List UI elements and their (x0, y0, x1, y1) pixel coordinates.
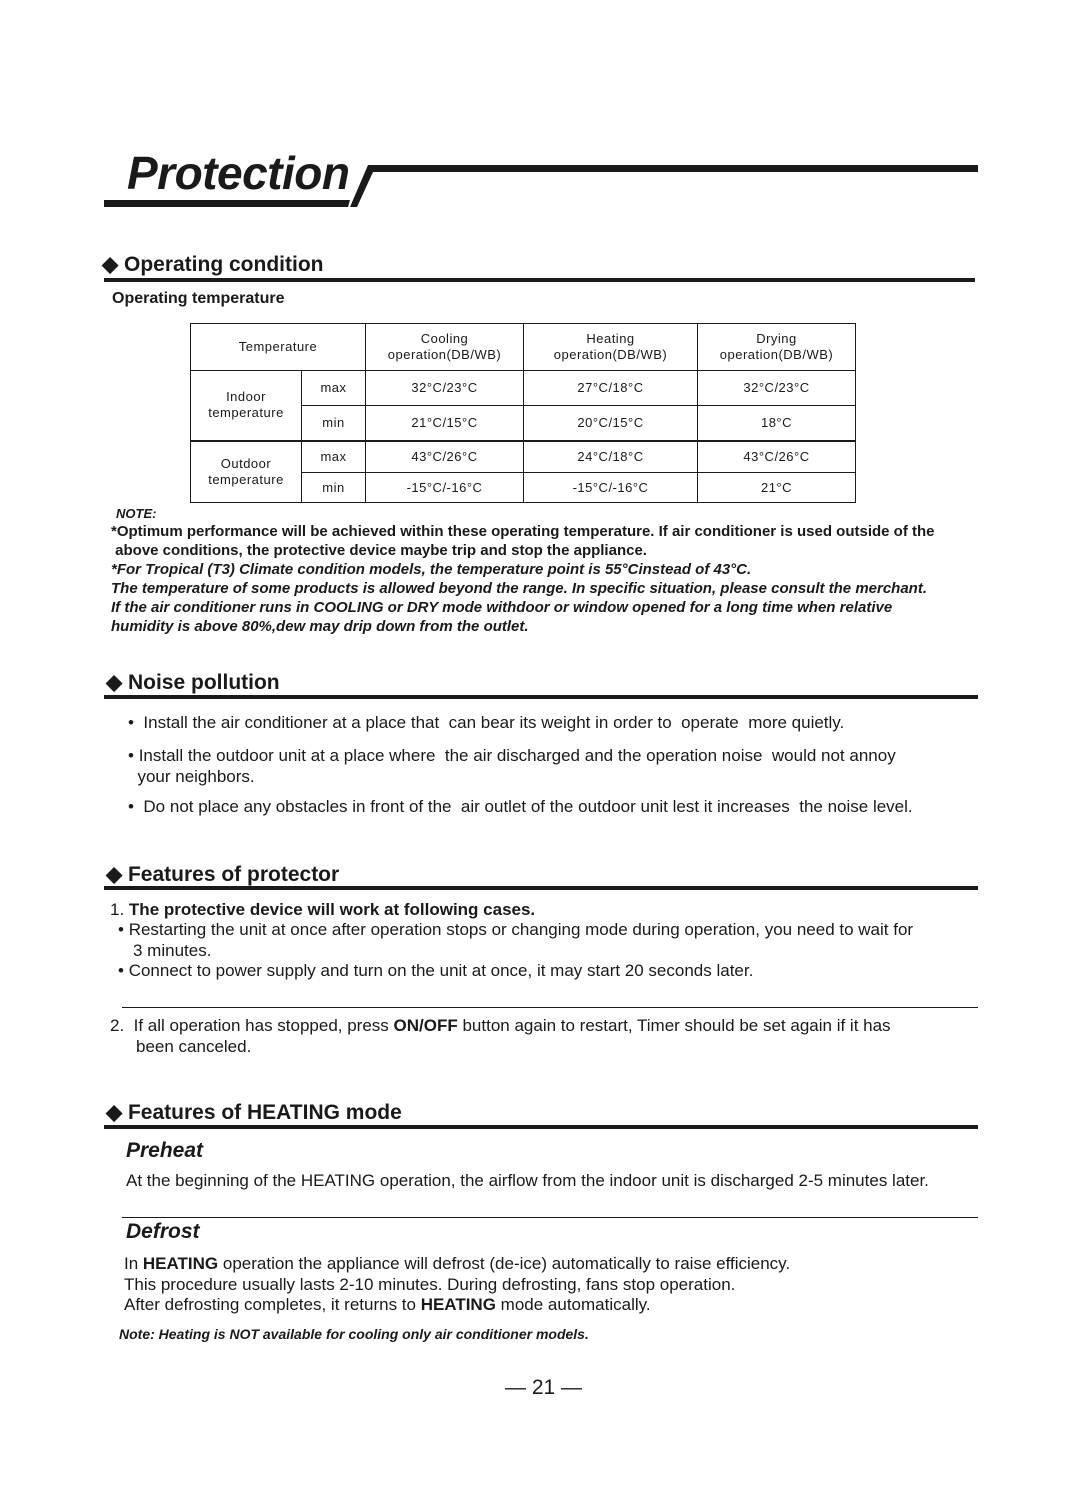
page-title: Protection (127, 147, 350, 199)
table-row (191, 371, 856, 406)
divider (104, 1125, 978, 1129)
cell: 18°C (698, 406, 856, 441)
cell: -15°C/-16°C (524, 473, 698, 503)
heating-note: Note: Heating is NOT available for cooling only air conditioner models. (119, 1326, 589, 1342)
section-heading-protector: ◆ Features of protector (106, 863, 340, 886)
preheat-text: At the beginning of the HEATING operation, the airflow from the indoor unit is discharged 2-5 minutes later. (126, 1171, 929, 1190)
header-temperature: Temperature (191, 324, 366, 371)
cell: 43°C/26°C (698, 441, 856, 473)
list-item: • Do not place any obstacles in front of the air outlet of the outdoor unit lest it increases the noise level. (128, 797, 913, 816)
cell: -15°C/-16°C (366, 473, 524, 503)
note-text: *Optimum performance will be achieved within these operating temperature. If air conditioner is used outside of the above conditions, the protective device maybe trip and stop the appliance. *For Tropical (T3) Climate condition models, the temperature point is 55°Cinstead of 43°C. The temperature of some products is allowed beyond the range. In specific situation, please consult the merchant. If the air conditioner runs in COOLING or DRY mode withdoor or window opened for a long time when relative humidity is above 80%,dew may drip down from the outlet. (111, 523, 935, 635)
protector-item-1: 1. The protective device will work at following cases. (110, 900, 536, 919)
cell: 32°C/23°C (698, 371, 856, 406)
cell: 20°C/15°C (524, 406, 698, 441)
preheat-title: Preheat (126, 1139, 204, 1162)
header-cooling: Cooling operation(DB/WB) (366, 324, 524, 371)
heading-text: Operating condition (123, 253, 324, 276)
section-heading-noise: ◆ Noise pollution (106, 671, 280, 694)
divider (122, 1217, 978, 1218)
row-group-label: Indoor temperature (191, 371, 302, 441)
defrost-text: In HEATING operation the appliance will defrost (de-ice) automatically to raise efficiency. This procedure usually lasts 2-10 minutes. During defrosting, fans stop operation. After defrosting completes, it returns to HEATING mode automatically. (124, 1254, 791, 1314)
page-number: — 21 — (505, 1376, 583, 1399)
cell: 21°C (698, 473, 856, 503)
divider (122, 1007, 978, 1008)
divider (104, 886, 978, 890)
section-heading-heating: ◆ Features of HEATING mode (106, 1101, 402, 1124)
cell: 43°C/26°C (366, 441, 524, 473)
list-item: • Install the outdoor unit at a place where the air discharged and the operation noise would not annoy your neighbors. (128, 746, 896, 786)
cell: 24°C/18°C (524, 441, 698, 473)
protector-item-1-details: • Restarting the unit at once after operation stops or changing mode during operation, you need to wait for 3 minutes. • Connect to power supply and turn on the unit at once, it may start 20 seconds later. (118, 920, 914, 980)
cell: 27°C/18°C (524, 371, 698, 406)
operating-temperature-table (190, 323, 856, 503)
protector-item-2: 2. If all operation has stopped, press ON/OFF button again to restart, Timer should be set again if it has been canceled. (110, 1016, 891, 1056)
cell: max (302, 371, 366, 406)
cell: max (302, 441, 366, 473)
row-group-label: Outdoor temperature (191, 441, 302, 503)
table-row (191, 441, 856, 473)
note-label: NOTE: (116, 506, 157, 521)
list-item: • Install the air conditioner at a place that can bear its weight in order to operate more quietly. (128, 713, 845, 732)
subheading: Operating temperature (112, 290, 285, 307)
cell: 21°C/15°C (366, 406, 524, 441)
header-heating: Heating operation(DB/WB) (524, 324, 698, 371)
divider (104, 278, 975, 282)
defrost-title: Defrost (126, 1220, 200, 1243)
title-banner-graphic (0, 0, 1083, 220)
cell: min (302, 473, 366, 503)
section-heading-operating-condition: ◆ Operating condition (102, 253, 324, 276)
cell: 32°C/23°C (366, 371, 524, 406)
cell: min (302, 406, 366, 441)
header-drying: Drying operation(DB/WB) (698, 324, 856, 371)
divider (104, 695, 978, 699)
